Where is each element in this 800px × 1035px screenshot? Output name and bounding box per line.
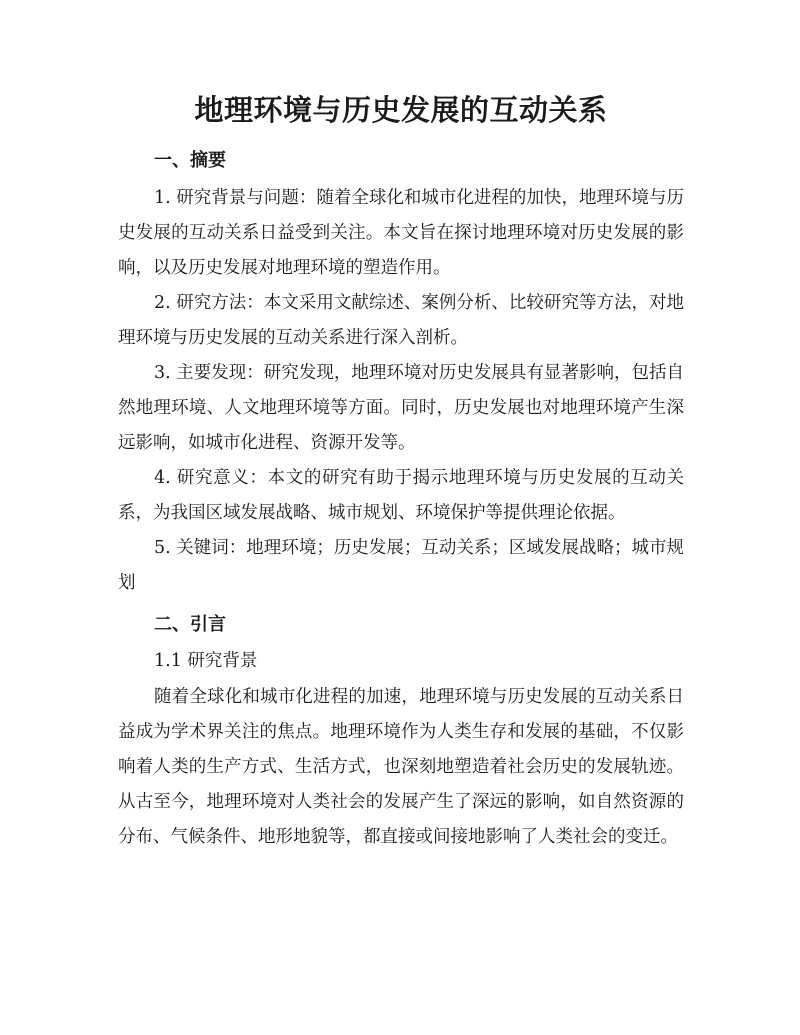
section-heading-introduction: 二、引言 — [154, 614, 226, 635]
abstract-paragraph-4: 4. 研究意义：本文的研究有助于揭示地理环境与历史发展的互动关系，为我国区域发展战略、城市规划、环境保护等提供理论依据。 — [118, 468, 684, 523]
document-title: 地理环境与历史发展的互动关系 — [194, 93, 608, 127]
section-heading-abstract: 一、摘要 — [154, 150, 226, 171]
abstract-paragraph-2: 2. 研究方法：本文采用文献综述、案例分析、比较研究等方法，对地理环境与历史发展的互动关系进行深入剖析。 — [118, 293, 684, 348]
introduction-paragraph-1: 随着全球化和城市化进程的加速，地理环境与历史发展的互动关系日益成为学术界关注的焦点。地理环境作为人类生存和发展的基础，不仅影响着人类的生产方式、生活方式，也深刻地塑造着社会历史的发展轨迹。从古至今，地理环境对人类社会的发展产生了深远的影响，如自然资源的分布、气候条件、地形地貌等，都直接或间接地影响了人类社会的变迁。 — [118, 687, 684, 847]
abstract-paragraph-3: 3. 主要发现：研究发现，地理环境对历史发展具有显著影响，包括自然地理环境、人文地理环境等方面。同时，历史发展也对地理环境产生深远影响，如城市化进程、资源开发等。 — [118, 363, 684, 453]
subsection-heading-research-background: 1.1 研究背景 — [154, 651, 258, 671]
abstract-paragraph-5: 5. 关键词：地理环境；历史发展；互动关系；区域发展战略；城市规划 — [118, 538, 684, 593]
abstract-paragraph-1: 1. 研究背景与问题：随着全球化和城市化进程的加快，地理环境与历史发展的互动关系日益受到关注。本文旨在探讨地理环境对历史发展的影响，以及历史发展对地理环境的塑造作用。 — [118, 188, 684, 278]
